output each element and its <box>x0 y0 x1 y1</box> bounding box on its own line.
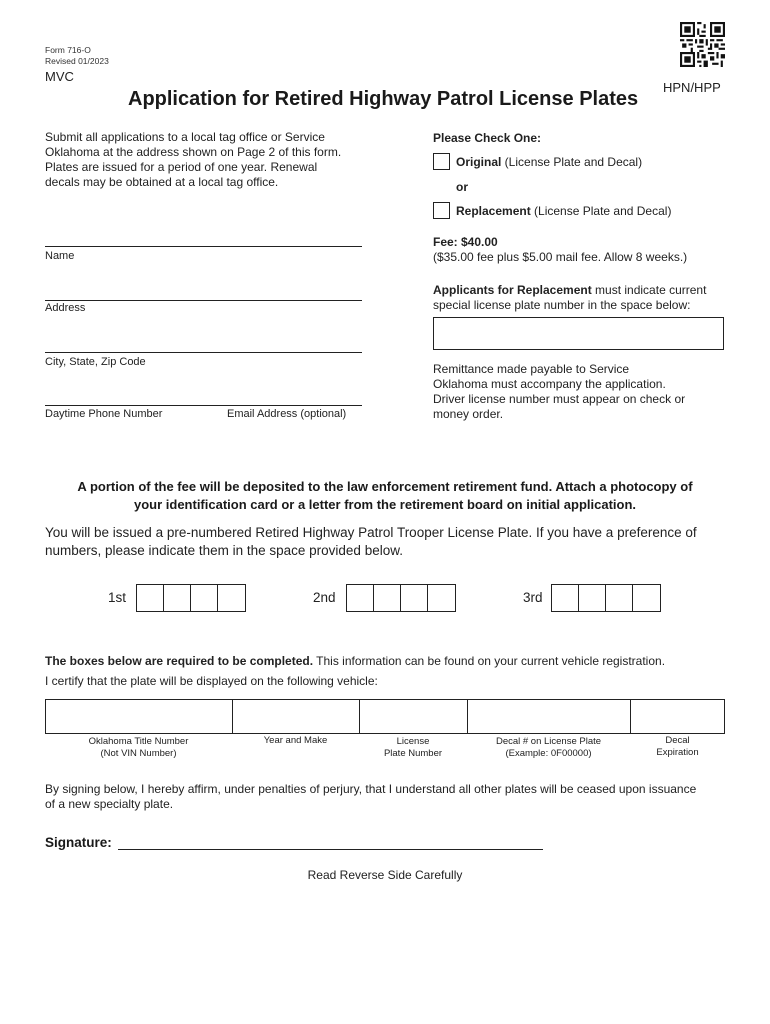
second-choice-label: 2nd <box>313 590 336 605</box>
digit-box[interactable] <box>374 585 401 611</box>
remittance-line: money order. <box>433 407 504 421</box>
original-label: Original <box>456 155 502 169</box>
col-label: Year and Make <box>263 735 328 746</box>
address-label: Address <box>45 302 86 314</box>
notice-line: your identification card or a letter from the retirement board on initial application. <box>133 497 637 512</box>
replacement-note <box>433 283 706 313</box>
agency-code: MVC <box>45 69 74 84</box>
col-label: (Example: 0F00000) <box>505 748 592 759</box>
col-license-plate <box>359 736 467 760</box>
required-note-rest: This information can be found on your current vehicle registration. <box>313 654 666 668</box>
plate-code: HPN/HPP <box>663 80 721 95</box>
intro-line: Submit all applications to a local tag office or Service <box>45 130 325 144</box>
remittance-line: Remittance made payable to Service <box>433 362 630 376</box>
replacement-note-line: special license plate number in the space below: <box>433 298 691 312</box>
replacement-detail: (License Plate and Decal) <box>530 204 672 218</box>
required-note <box>45 654 665 668</box>
qr-code-icon <box>680 22 725 67</box>
col-decal-number <box>467 736 630 760</box>
first-choice-input[interactable] <box>136 584 246 612</box>
col-label: (Not VIN Number) <box>100 748 177 759</box>
check-heading: Please Check One: <box>433 131 542 145</box>
original-detail: (License Plate and Decal) <box>501 155 643 169</box>
vehicle-info-table <box>45 699 725 734</box>
original-checkbox[interactable] <box>433 153 450 170</box>
col-label: Decal # on License Plate <box>495 736 602 747</box>
col-label: Expiration <box>656 747 699 758</box>
retirement-fund-notice <box>40 478 730 514</box>
decal-number-input[interactable] <box>468 700 631 733</box>
title-number-input[interactable] <box>46 700 233 733</box>
decal-expiration-input[interactable] <box>631 700 724 733</box>
digit-box[interactable] <box>606 585 633 611</box>
city-state-zip-label: City, State, Zip Code <box>45 356 146 368</box>
digit-box[interactable] <box>164 585 191 611</box>
city-state-zip-field[interactable] <box>45 352 362 353</box>
replacement-checkbox[interactable] <box>433 202 450 219</box>
signature-label: Signature: <box>45 835 112 850</box>
remittance-line: Oklahoma must accompany the application. <box>433 377 666 391</box>
replacement-note-rest: must indicate current <box>591 283 707 297</box>
name-label: Name <box>45 250 75 262</box>
footer-note: Read Reverse Side Carefully <box>307 868 463 882</box>
intro-line: decals may be obtained at a local tag office. <box>45 175 279 189</box>
col-label: Decal <box>665 735 690 746</box>
phone-label: Daytime Phone Number <box>45 408 163 420</box>
remittance-line: Driver license number must appear on check or <box>433 392 686 406</box>
replacement-option <box>456 204 671 218</box>
or-text: or <box>456 180 468 194</box>
remittance-text <box>433 362 685 422</box>
replacement-label: Replacement <box>456 204 531 218</box>
affirm-line: of a new specialty plate. <box>45 797 174 811</box>
col-year-make <box>232 735 359 747</box>
digit-box[interactable] <box>579 585 606 611</box>
phone-email-field[interactable] <box>45 405 362 406</box>
intro-line: Plates are issued for a period of one year. Renewal <box>45 160 318 174</box>
email-label: Email Address (optional) <box>227 408 347 420</box>
fee-detail: ($35.00 fee plus $5.00 mail fee. Allow 8 weeks.) <box>433 250 688 264</box>
revised-date: Revised 01/2023 <box>45 56 109 66</box>
current-plate-number-input[interactable] <box>433 317 724 350</box>
col-label: Plate Number <box>383 748 443 759</box>
second-choice-input[interactable] <box>346 584 456 612</box>
digit-box[interactable] <box>137 585 164 611</box>
fee-label: Fee: $40.00 <box>433 235 498 249</box>
affirmation-text <box>45 782 696 812</box>
digit-box[interactable] <box>633 585 660 611</box>
digit-box[interactable] <box>428 585 455 611</box>
third-choice-input[interactable] <box>551 584 661 612</box>
col-label: Oklahoma Title Number <box>88 736 189 747</box>
license-plate-number-input[interactable] <box>360 700 468 733</box>
required-note-bold: The boxes below are required to be completed. <box>45 654 314 668</box>
intro-line: Oklahoma at the address shown on Page 2 of this form. <box>45 145 342 159</box>
page-title: Application for Retired Highway Patrol License Plates <box>128 88 639 110</box>
digit-box[interactable] <box>191 585 218 611</box>
col-decal-expiration <box>630 735 725 759</box>
name-field[interactable] <box>45 246 362 247</box>
signature-field[interactable] <box>118 849 543 850</box>
certify-text: I certify that the plate will be displayed on the following vehicle: <box>45 674 378 688</box>
original-option <box>456 155 642 169</box>
digit-box[interactable] <box>218 585 245 611</box>
form-number: Form 716-O <box>45 45 91 55</box>
notice-line: A portion of the fee will be deposited to the law enforcement retirement fund. Attach a photocopy of <box>77 479 693 494</box>
digit-box[interactable] <box>401 585 428 611</box>
year-make-input[interactable] <box>233 700 360 733</box>
address-field[interactable] <box>45 300 362 301</box>
col-title-number <box>45 736 232 760</box>
third-choice-label: 3rd <box>523 590 543 605</box>
col-label: License <box>396 736 430 747</box>
preference-line: numbers, please indicate them in the space provided below. <box>45 543 403 558</box>
replacement-note-bold: Applicants for Replacement <box>433 283 592 297</box>
digit-box[interactable] <box>347 585 374 611</box>
affirm-line: By signing below, I hereby affirm, under penalties of perjury, that I understand all other plates will be ceased upon issuance <box>45 782 697 796</box>
digit-box[interactable] <box>552 585 579 611</box>
first-choice-label: 1st <box>108 590 127 605</box>
preference-text <box>45 524 697 560</box>
intro-text <box>45 130 341 190</box>
preference-line: You will be issued a pre-numbered Retired Highway Patrol Trooper License Plate. If you have a preference of <box>45 525 697 540</box>
